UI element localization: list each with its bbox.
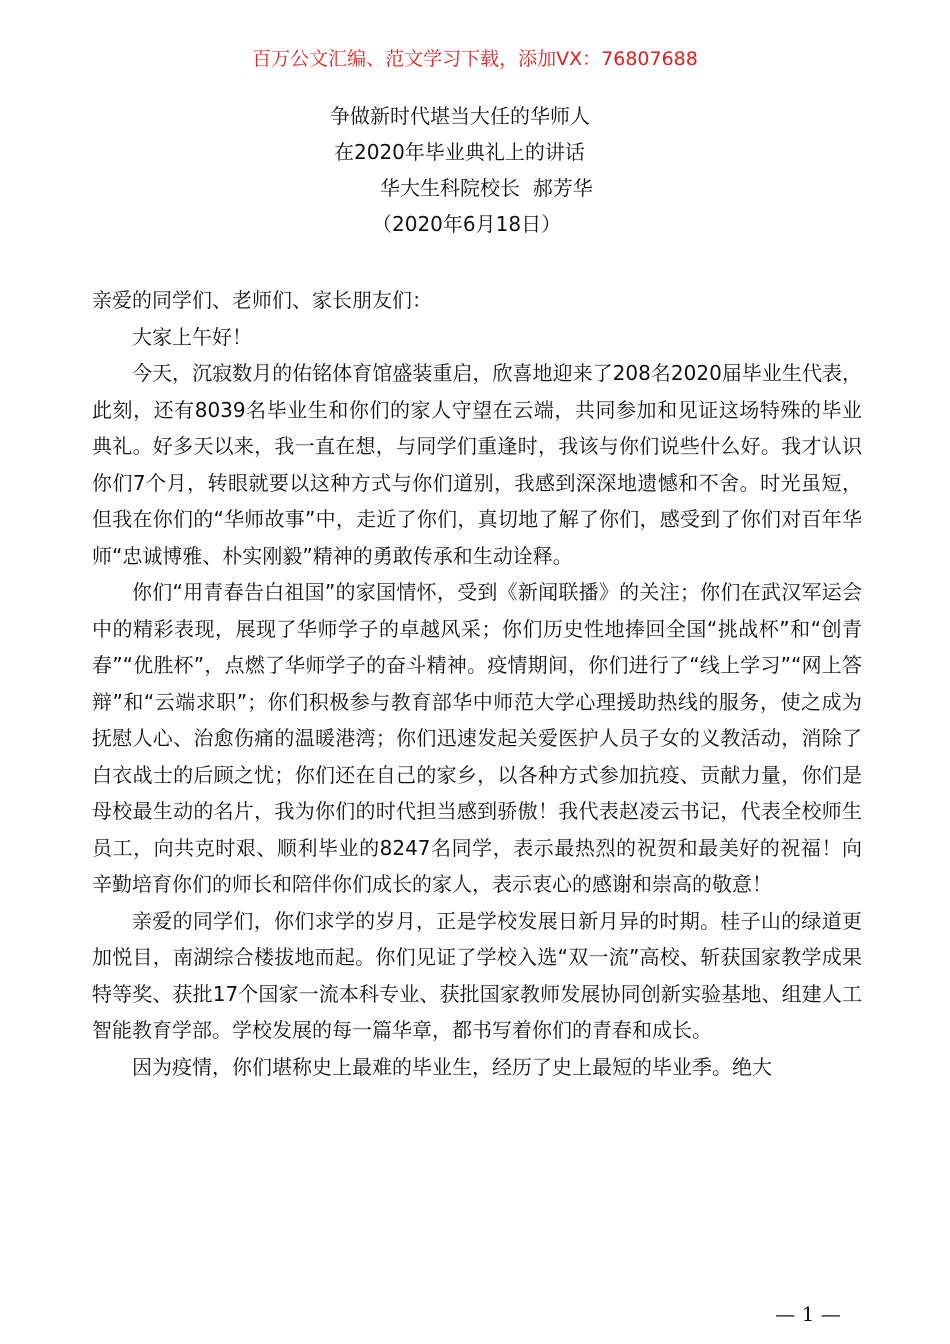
speech-date: （2020年6月18日）: [372, 212, 562, 236]
page-number: — 1 —: [775, 1302, 841, 1326]
speech-body: [92, 282, 862, 1085]
paragraph-opening: 今天，沉寂数月的佑铭体育馆盛装重启，欣喜地迎来了208名2020届毕业生代表，此刻，还有8039名毕业生和你们的家人守望在云端，共同参加和见证这场特殊的毕业典礼。好多天以来，我一直在想，与同学们重逢时，我该与你们说些什么好。我才认识你们7个月，转眼就要以这种方式与你们道别，我感到深深地遗憾和不舍。时光虽短，但我在你们的“华师故事”中，走近了你们，真切地了解了你们，感受到了你们对百年华师“忠诚博雅、朴实刚毅”精神的勇敢传承和生动诠释。: [92, 361, 862, 568]
paragraph-school-development: 亲爱的同学们，你们求学的岁月，正是学校发展日新月异的时期。桂子山的绿道更加悦目，南湖综合楼拔地而起。你们见证了学校入选“双一流”高校、斩获国家教学成果特等奖、获批17个国家一流本科专业、获批国家教师发展协同创新实验基地、组建人工智能教育学部。学校发展的每一篇华章，都书写着你们的青春和成长。: [92, 908, 862, 1042]
paragraph-greeting: 大家上午好！: [132, 324, 252, 349]
paragraph-achievements: 你们“用青春告白祖国”的家国情怀，受到《新闻联播》的关注；你们在武汉军运会中的精彩表现，展现了华师学子的卓越风采；你们历史性地捧回全国“挑战杯”和“创青春”“优胜杯”，点燃了华师学子的奋斗精神。疫情期间，你们进行了“线上学习”“网上答辩”和“云端求职”；你们积极参与教育部华中师范大学心理援助热线的服务，使之成为抚慰人心、治愈伤痛的温暖港湾；你们迅速发起关爱医护人员子女的义教活动，消除了白衣战士的后顾之忧；你们还在自己的家乡，以各种方式参加抗疫、贡献力量，你们是母校最生动的名片，我为你们的时代担当感到骄傲！我代表赵凌云书记，代表全校师生员工，向共克时艰、顺利毕业的8247名同学，表示最热烈的祝贺和最美好的祝福！向辛勤培育你们的师长和陪伴你们成长的家人，表示衷心的感谢和崇高的敬意！: [92, 580, 862, 896]
speech-subtitle: 在2020年毕业典礼上的讲话: [334, 140, 585, 164]
speech-title: 争做新时代堪当大任的华师人: [330, 104, 590, 128]
paragraph-pandemic: 因为疫情，你们堪称史上最难的毕业生，经历了史上最短的毕业季。绝大: [132, 1054, 772, 1079]
watermark-banner: 百万公文汇编、范文学习下载，添加VX：76807688: [252, 48, 698, 70]
speaker-line: 华大生科院校长 郝芳华: [380, 176, 593, 200]
salutation: 亲爱的同学们、老师们、家长朋友们：: [92, 288, 432, 312]
title-block: [0, 98, 950, 242]
